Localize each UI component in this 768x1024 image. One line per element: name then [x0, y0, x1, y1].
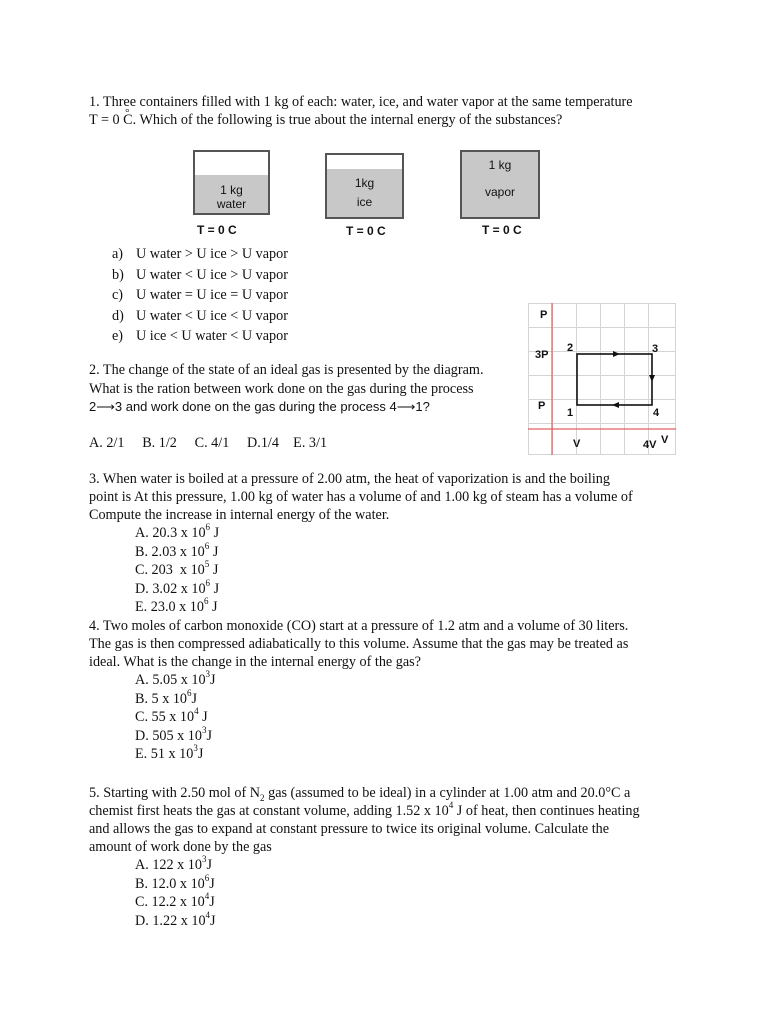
- vapor-label-name: vapor: [484, 185, 516, 199]
- q3-answers: [135, 524, 219, 617]
- q2-line3: 2⟶3 and work done on the gas during the process 4⟶1?: [89, 399, 430, 414]
- q2-line2: What is the ration between work done on the gas during the process: [89, 381, 474, 397]
- q4-answer-e: E. 51 x $10^3J$: [135, 743, 204, 762]
- v4-label: 4V: [643, 439, 657, 451]
- q1-line1: 1. Three containers filled with 1 kg of each: water, ice, and water vapor at the same temperature: [89, 94, 633, 110]
- q5-answer-d: D. 1.22 x $10^4J$: [135, 909, 216, 929]
- q4-line2: The gas is then compressed adiabatically to this volume. Assume that the gas may be treated as: [89, 636, 629, 652]
- q2-answers: A. 2/1 B. 1/2 C. 4/1 D.1/4 E. 3/1: [89, 435, 328, 451]
- point-1-label: 1: [567, 407, 574, 419]
- q5-line2: chemist first heats the gas at constant volume, adding 1.52 x $10^4$ J of heat, then continues heating: [89, 800, 640, 819]
- degree-ring-c: ° C: [123, 111, 132, 129]
- ice-container: [325, 153, 404, 219]
- point-3-label: 3: [652, 343, 659, 355]
- q1-option-e: e) U ice < U water < U vapor: [112, 328, 288, 344]
- q4-answer-a: A. 5.05 x $10^3J$: [135, 669, 216, 688]
- v1-label: V: [573, 438, 581, 450]
- ice-label-name: ice: [356, 195, 373, 209]
- cycle-rectangle: [577, 354, 652, 405]
- arrow-3-4: [649, 375, 655, 382]
- q4-line1: 4. Two moles of carbon monoxide (CO) start at a pressure of 1.2 atm and a volume of 30 liters.: [89, 618, 629, 634]
- point-2-label: 2: [567, 342, 574, 354]
- q3-answer-c: C. 203 x $10^5$ J: [135, 559, 219, 578]
- q3-answer-d: D. 3.02 x $10^6$ J: [135, 577, 220, 597]
- pv-diagram: [528, 303, 676, 455]
- p-axis-label: P: [540, 309, 548, 321]
- q5-answers: [135, 856, 216, 930]
- q5-answer-b: B. 12.0 x $10^6J$: [135, 872, 215, 892]
- q1-option-a: a) U water > U ice > U vapor: [112, 246, 288, 262]
- q5-answer-a: A. 122 x $10^3J$: [135, 854, 213, 873]
- ice-label-mass: 1kg: [354, 176, 375, 190]
- p1-label: P: [538, 400, 546, 412]
- q4-answers: [135, 671, 216, 764]
- water-label-mass: 1 kg: [220, 183, 243, 197]
- q3-line1: 3. When water is boiled at a pressure of 2.00 atm, the heat of vaporization is and the boiling: [89, 471, 610, 487]
- q1-option-d: d) U water < U ice < U vapor: [112, 307, 288, 324]
- arrow-4-1: [612, 402, 619, 408]
- q1-line2: T = 0 ° C. Which of the following is true about the internal energy of the substances?: [89, 111, 562, 129]
- v-axis-label: V: [661, 434, 669, 446]
- q5-answer-c: C. 12.2 x $10^4J$: [135, 891, 215, 910]
- q4-line3: ideal. What is the change in the internal energy of the gas?: [89, 654, 421, 670]
- q1-option-c: c) U water = U ice = U vapor: [112, 287, 288, 303]
- q4-answer-c: C. 55 x $10^4$ J: [135, 706, 208, 725]
- q5-line4: amount of work done by the gas: [89, 839, 272, 855]
- water-container: [193, 150, 270, 215]
- q1-option-b: b) U water < U ice > U vapor: [112, 266, 288, 283]
- q4-answer-b: B. 5 x $10^6J$: [135, 687, 198, 707]
- q5-line3: and allows the gas to expand at constant pressure to twice its original volume. Calculate the: [89, 821, 610, 837]
- q3-answer-e: E. 23.0 x $10^6$ J: [135, 596, 218, 615]
- pv-grid: [528, 303, 676, 455]
- water-temp-label: T = 0 C: [197, 223, 237, 237]
- q3-answer-a: A. 20.3 x $10^6$ J: [135, 522, 220, 541]
- q4-answer-d: D. 505 x $10^3J$: [135, 724, 213, 744]
- q3-answer-b: B. 2.03 x $10^6$ J: [135, 540, 219, 560]
- q3-line3: Compute the increase in internal energy of the water.: [89, 507, 390, 523]
- vapor-container: [460, 150, 540, 219]
- ice-temp-label: T = 0 C: [346, 224, 386, 238]
- q1-options: [112, 244, 288, 347]
- water-label-name: water: [216, 197, 247, 211]
- point-4-label: 4: [653, 407, 660, 419]
- q3-line2: point is At this pressure, 1.00 kg of water has a volume of and 1.00 kg of steam has a volume of: [89, 489, 633, 505]
- p3-label: 3P: [535, 349, 549, 361]
- q5-line1: 5. Starting with 2.50 mol of $N_2$ gas (assumed to be ideal) in a cylinder at 1.00 atm and 20.0°C a: [89, 785, 631, 803]
- q2-line1: 2. The change of the state of an ideal gas is presented by the diagram.: [89, 362, 484, 378]
- vapor-temp-label: T = 0 C: [482, 223, 522, 237]
- vapor-label-mass: 1 kg: [488, 158, 512, 172]
